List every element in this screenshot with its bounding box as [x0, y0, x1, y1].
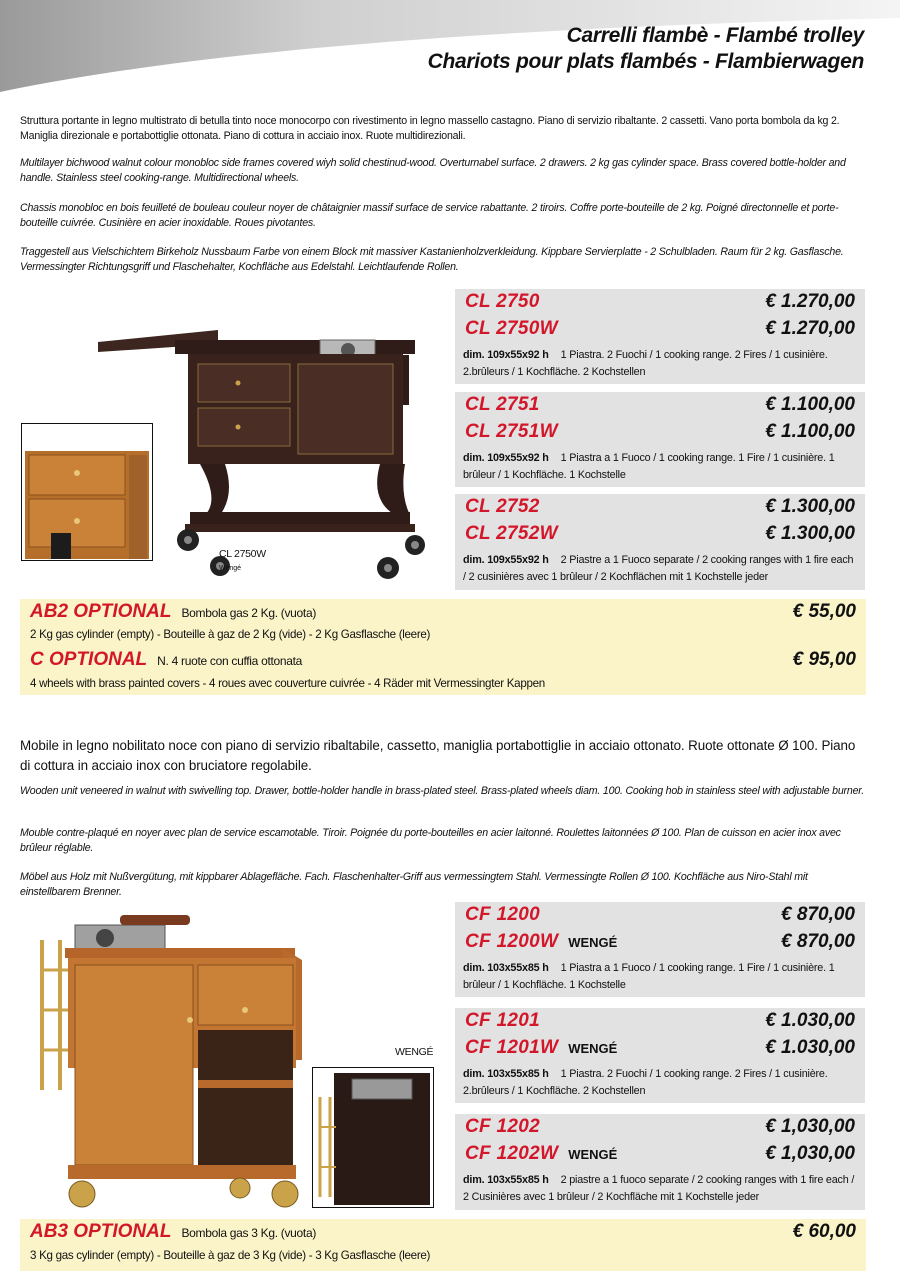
product-code: CL 2752W	[465, 523, 558, 544]
image-caption-wenge: WENGÉ	[395, 1046, 434, 1058]
optional-code: AB3 OPTIONAL Bombola gas 3 Kg. (vuota)	[30, 1221, 317, 1242]
product-price: € 1.030,00	[765, 1010, 855, 1031]
desc-de-1: Traggestell aus Vielschichtem Birkeholz Nussbaum Farbe von einem Block mit massiver Kastanienholzverkleidung. Kippbare Servierplatte - 2 Schulbladen. Raum für 2 kg. Gasflasche. Vermessingter Richtungsgriff und Flaschehalter, Kochfläche aus Edelstahl. Leichtlaufende Rollen.	[20, 246, 844, 273]
optional-title: N. 4 ruote con cuffia ottonata	[157, 654, 303, 668]
product-code: CL 2752	[465, 496, 540, 517]
optional-price: € 55,00	[792, 601, 856, 622]
price-box-cl-2751	[455, 392, 865, 487]
product-code: CL 2751	[465, 394, 540, 415]
product-code: CF 1201	[465, 1010, 540, 1031]
price-row	[465, 1116, 855, 1142]
page-title-line2: Chariots pour plats flambés - Flambierwagen	[427, 50, 864, 73]
dim-label: dim. 109x55x92 h	[463, 452, 549, 464]
desc-it-2: Mobile in legno nobilitato noce con piano di servizio ribaltabile, cassetto, maniglia portabottiglie in acciaio ottonato. Ruote ottonate Ø 100. Piano di cottura in acciaio inox con bruciatore regolabile.	[20, 738, 856, 773]
optionals-box-1	[20, 599, 866, 695]
price-row	[465, 523, 855, 549]
desc-en-1: Multilayer bichwood walnut colour monobloc side frames covered wiyh solid chestinud-wood. Overturnabel surface. 2 drawers. 2 kg gas cylinder space. Brass covered bottle-holder and handle. Stainless steel cooking-range. Multidirectional wheels.	[20, 157, 846, 184]
product-price: € 1.300,00	[765, 523, 855, 544]
product-dimensions	[463, 1172, 857, 1206]
product-price: € 1.100,00	[765, 421, 855, 442]
product-price: € 870,00	[781, 904, 855, 925]
product-code: CF 1201W WENGÉ	[465, 1037, 618, 1058]
product-price: € 870,00	[781, 931, 855, 952]
dim-label: dim. 109x55x92 h	[463, 554, 549, 566]
optional-desc: 2 Kg gas cylinder (empty) - Bouteille à gaz de 2 Kg (vide) - 2 Kg Gasflasche (leere)	[30, 628, 431, 641]
dim-desc: 1 Piastra a 1 Fuoco / 1 cooking range. 1 Fire / 1 cusinière. 1 brûleur / 1 Kochfläche. 1 Kochstelle	[463, 452, 835, 481]
optional-price: € 95,00	[792, 649, 856, 670]
product-price: € 1,030,00	[765, 1116, 855, 1137]
optional-title: Bombola gas 3 Kg. (vuota)	[181, 1226, 317, 1240]
page-header	[0, 0, 900, 95]
product-dimensions	[463, 552, 857, 586]
desc-fr-2: Mouble contre-plaqué en noyer avec plan de service escamotable. Tiroir. Poignée du porte-bouteilles en acier laitonné. Roulettes laitonnées Ø 100. Plan de cuisson en acier inox avec brûleur réglable.	[20, 827, 841, 854]
price-row	[465, 394, 855, 420]
price-row	[465, 291, 855, 317]
dim-label: dim. 103x55x85 h	[463, 1174, 549, 1186]
price-row	[465, 1010, 855, 1036]
dim-label: dim. 103x55x85 h	[463, 1068, 549, 1080]
desc-de-2: Möbel aus Holz mit Nußvergütung, mit kippbarer Ablagefläche. Fach. Flaschenhalter-Griff aus vermessingtem Stahl. Vermessingte Rollen Ø 100. Kochfläche aus Niro-Stahl mit einstellbarem Brenner.	[20, 871, 808, 898]
dim-desc: 1 Piastra. 2 Fuochi / 1 cooking range. 2 Fires / 1 cusinière. 2.brûleurs / 1 Kochfläche. 2 Kochstellen	[463, 1068, 828, 1097]
dim-desc: 2 Piastre a 1 Fuoco separate / 2 cooking ranges with 1 fire each / 2 cusinières avec 1 brûleur / 2 Kochflächen mit 1 Kochstelle jeder	[463, 554, 854, 583]
price-box-cf-1200	[455, 902, 865, 997]
image-caption-cl: CL 2750W	[219, 548, 266, 560]
optional-desc: 3 Kg gas cylinder (empty) - Bouteille à gaz de 3 Kg (vide) - 3 Kg Gasflasche (leere)	[30, 1249, 431, 1262]
price-box-cl-2752	[455, 494, 865, 590]
dim-desc: 2 piastre a 1 fuoco separate / 2 cooking ranges with 1 fire each / 2 Cusinières avec 1 brûleur / 2 Kochfläche mit 1 Kochstelle jeder	[463, 1174, 855, 1203]
product-dimensions	[463, 960, 857, 994]
product-dimensions	[463, 1066, 857, 1100]
trolley-detail-image	[21, 423, 153, 561]
optional-title: Bombola gas 2 Kg. (vuota)	[181, 606, 317, 620]
dim-label: dim. 109x55x92 h	[463, 349, 549, 361]
trolley-cf-image	[20, 910, 320, 1220]
price-box-cf-1202	[455, 1114, 865, 1210]
product-price: € 1.270,00	[765, 318, 855, 339]
product-price: € 1.270,00	[765, 291, 855, 312]
dim-desc: 1 Piastra a 1 Fuoco / 1 cooking range. 1 Fire / 1 cusinière. 1 brûleur / 1 Kochfläche. 1 Kochstelle	[463, 962, 835, 991]
price-box-cl-2750	[455, 289, 865, 384]
product-code: CF 1202W WENGÉ	[465, 1143, 618, 1164]
product-code: CF 1200	[465, 904, 540, 925]
optionals-box-2	[20, 1219, 866, 1271]
trolley-wenge-detail-image	[312, 1067, 434, 1208]
optional-code: C OPTIONAL N. 4 ruote con cuffia ottonata	[30, 649, 303, 670]
desc-fr-1: Chassis monobloc en bois feuilleté de bouleau couleur noyer de châtaignier massif surface de service rabattante. 2 tiroirs. Coffre porte-bouteille de 2 kg. Poigné directonnelle et porte-bouteille cuivrée. Cusinière en acier inoxidable. Roues pivotantes.	[20, 202, 839, 229]
price-row	[465, 421, 855, 447]
price-row	[465, 931, 855, 957]
dim-label: dim. 103x55x85 h	[463, 962, 549, 974]
price-row	[465, 904, 855, 930]
optional-price: € 60,00	[792, 1221, 856, 1242]
variant-tag: WENGÉ	[568, 935, 618, 950]
desc-it-1: Struttura portante in legno multistrato di betulla tinto noce monocorpo con rivestimento in legno massello castagno. Piano di servizio ribaltante. 2 cassetti. Vano porta bombola da kg 2. Maniglia direzionale e portabottiglie ottonata. Piano di cottura in acciaio inox. Ruote multidirezionali.	[20, 115, 840, 142]
image-caption-cl-sub: Wengé	[219, 565, 242, 572]
variant-tag: WENGÉ	[568, 1147, 618, 1162]
optional-desc: 4 wheels with brass painted covers - 4 roues avec couverture cuivrée - 4 Räder mit Vermessingter Kappen	[30, 677, 545, 690]
price-box-cf-1201	[455, 1008, 865, 1103]
product-code: CF 1200W WENGÉ	[465, 931, 618, 952]
product-price: € 1.100,00	[765, 394, 855, 415]
variant-tag: WENGÉ	[568, 1041, 618, 1056]
product-code: CF 1202	[465, 1116, 540, 1137]
dim-desc: 1 Piastra. 2 Fuochi / 1 cooking range. 2 Fires / 1 cusinière. 2.brûleurs / 1 Kochfläche. 2 Kochstellen	[463, 349, 828, 378]
product-dimensions	[463, 347, 857, 381]
price-row	[465, 1037, 855, 1063]
product-price: € 1.300,00	[765, 496, 855, 517]
product-code: CL 2750W	[465, 318, 558, 339]
optional-code: AB2 OPTIONAL Bombola gas 2 Kg. (vuota)	[30, 601, 317, 622]
page-title-line1: Carrelli flambè - Flambé trolley	[566, 24, 864, 47]
product-code: CL 2751W	[465, 421, 558, 442]
price-row	[465, 496, 855, 522]
product-dimensions	[463, 450, 857, 484]
desc-en-2: Wooden unit veneered in walnut with swivelling top. Drawer, bottle-holder handle in brass-plated steel. Brass-plated wheels diam. 100. Cooking hob in stainless steel with adjustable burner.	[20, 785, 864, 797]
product-price: € 1,030,00	[765, 1143, 855, 1164]
product-price: € 1.030,00	[765, 1037, 855, 1058]
price-row	[465, 318, 855, 344]
price-row	[465, 1143, 855, 1169]
product-code: CL 2750	[465, 291, 540, 312]
